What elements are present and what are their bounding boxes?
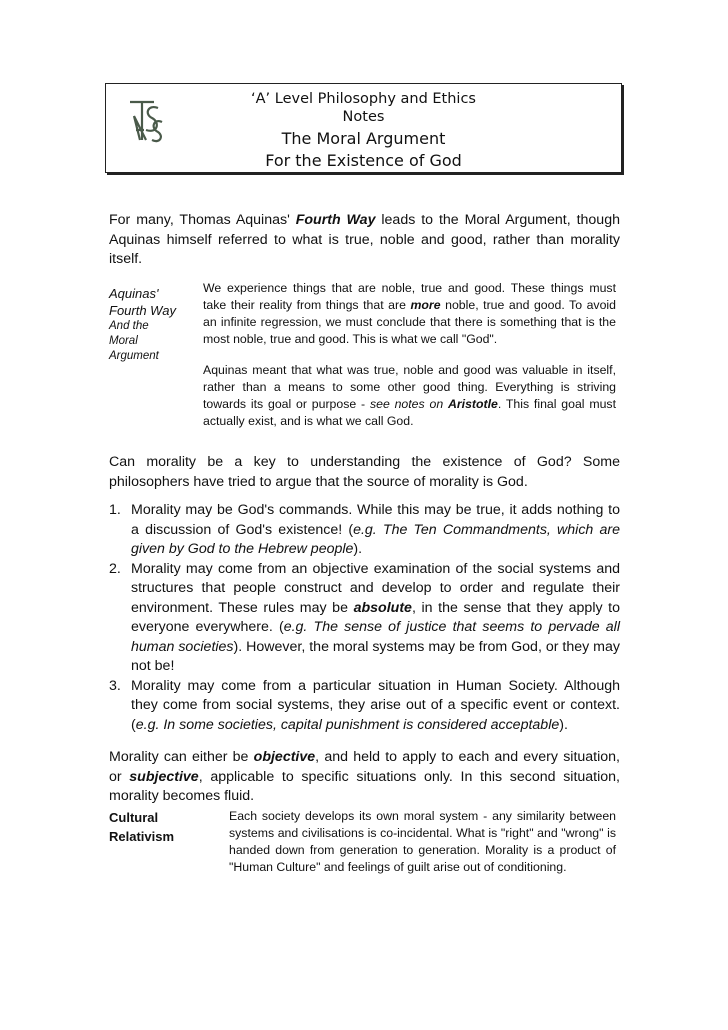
topic-title: The Moral Argument xyxy=(281,129,446,148)
title-lines xyxy=(206,90,521,172)
cultural-relativism-body: Each society develops its own moral system - any similarity between systems and civilisations is co-incidental. What is "right" and "wrong" is handed down from generation to generation. Morality is a product of "Human Culture" and feelings of guilt arise out of conditioning. xyxy=(229,809,616,874)
aquinas-section-body xyxy=(203,280,616,444)
notes-label: Notes xyxy=(342,109,385,125)
list-item: 1. Morality may be God's commands. While this may be true, it adds nothing to a discussion of God's existence! (e.g. The Ten Commandments, which are given by God to the Hebrew people). xyxy=(109,502,620,557)
aquinas-label-sub: And the Moral Argument xyxy=(109,320,159,362)
objective-subjective-paragraph: Morality can either be objective, and held to apply to each and every situation, or subjective, applicable to specific situations only. In this second situation, morality becomes fluid. xyxy=(109,749,620,804)
list-item: 3. Morality may come from a particular situation in Human Society. Although they come from social systems, they arise out of a specific event or context. (e.g. In some societies, capital punishment is considered acceptable). xyxy=(109,677,620,733)
topic-subtitle: For the Existence of God xyxy=(265,151,462,170)
title-box xyxy=(105,83,622,173)
intro-paragraph: For many, Thomas Aquinas' Fourth Way leads to the Moral Argument, though Aquinas himself referred to what is true, noble and good, rather than morality itself. xyxy=(109,212,620,267)
aquinas-section-label xyxy=(109,285,179,364)
course-title: ‘A’ Level Philosophy and Ethics xyxy=(251,91,476,107)
fourth-way-term: Fourth Way xyxy=(295,212,376,228)
aquinas-paragraph-2: Aquinas meant that what was true, noble and good was valuable in itself, rather than a means to some other good thing. Everything is striving towards its goal or purpose - see notes on Aristotle. This final goal must actually exist, and is what we call God. xyxy=(203,363,617,428)
aquinas-label-title: Aquinas' Fourth Way xyxy=(109,286,176,318)
aquinas-paragraph-1: We experience things that are noble, true and good. These things must take their reality from things that are more noble, true and good. To avoid an infinite regression, we must conclude that there is something that is the most noble, true and good. This is what we call "God". xyxy=(203,281,616,346)
school-logo-icon xyxy=(124,96,166,146)
question-paragraph: Can morality be a key to understanding the existence of God? Some philosophers have tried to argue that the source of morality is God. xyxy=(109,454,620,490)
morality-source-list xyxy=(109,501,620,735)
list-item: 2. Morality may come from an objective examination of the social systems and structures that people construct and develop to order and regulate their environment. These rules may be absolute, in the sense that they apply to everyone everywhere. (e.g. The sense of justice that seems to pervade all human societies). However, the moral systems may be from God, or they may not be! xyxy=(109,560,621,674)
cultural-relativism-label: Cultural Relativism xyxy=(109,810,175,844)
